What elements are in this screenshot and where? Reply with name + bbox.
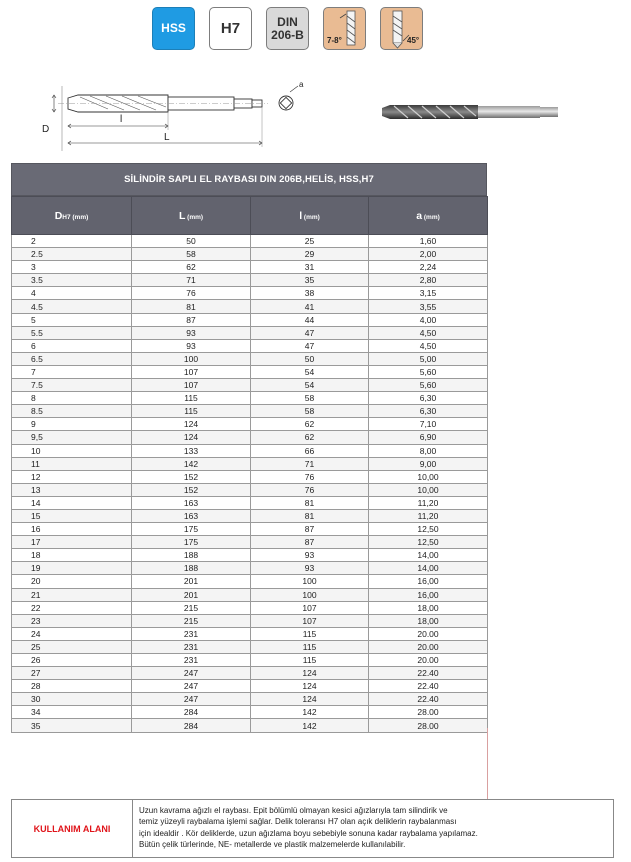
table-cell: 284 xyxy=(132,706,251,719)
table-cell: 34 xyxy=(12,706,132,719)
table-cell: 2 xyxy=(12,235,132,248)
table-row xyxy=(12,523,488,536)
table-row xyxy=(12,365,488,378)
table-cell: 4,50 xyxy=(369,326,488,339)
table-row xyxy=(12,235,488,248)
table-cell: 20.00 xyxy=(369,640,488,653)
column-header-L-label: L xyxy=(178,209,186,222)
table-cell: 142 xyxy=(132,457,251,470)
usage-line: temiz yüzeyli raybalama işlemi sağlar. Delik toleransı H7 olan açık deliklerin raybalanması xyxy=(139,817,457,827)
table-row xyxy=(12,431,488,444)
table-cell: 16,00 xyxy=(369,575,488,588)
reamer-technical-drawing xyxy=(28,76,328,156)
table-row xyxy=(12,405,488,418)
column-header-L xyxy=(132,197,251,235)
table-cell: 231 xyxy=(132,640,251,653)
table-cell: 133 xyxy=(132,444,251,457)
table-cell: 5,00 xyxy=(369,352,488,365)
table-cell: 93 xyxy=(132,326,251,339)
table-row xyxy=(12,274,488,287)
table-row xyxy=(12,693,488,706)
table-cell: 27 xyxy=(12,667,132,680)
table-cell: 247 xyxy=(132,693,251,706)
table-row xyxy=(12,496,488,509)
table-cell: 107 xyxy=(132,379,251,392)
table-cell: 115 xyxy=(251,654,369,667)
table-cell: 3 xyxy=(12,261,132,274)
table-cell: 142 xyxy=(251,706,369,719)
table-cell: 8.5 xyxy=(12,405,132,418)
table-cell: 87 xyxy=(251,536,369,549)
table-cell: 87 xyxy=(132,313,251,326)
column-header-a xyxy=(369,197,488,235)
table-cell: 100 xyxy=(251,575,369,588)
table-cell: 58 xyxy=(132,248,251,261)
table-cell: 115 xyxy=(132,392,251,405)
table-cell: 21 xyxy=(12,588,132,601)
table-cell: 62 xyxy=(251,431,369,444)
table-row xyxy=(12,444,488,457)
table-row xyxy=(12,352,488,365)
table-cell: 6,90 xyxy=(369,431,488,444)
table-cell: 284 xyxy=(132,719,251,732)
table-cell: 1,60 xyxy=(369,235,488,248)
table-cell: 201 xyxy=(132,575,251,588)
table-cell: 93 xyxy=(132,339,251,352)
usage-area xyxy=(11,799,614,858)
table-row xyxy=(12,588,488,601)
table-cell: 11 xyxy=(12,457,132,470)
table-cell: 175 xyxy=(132,523,251,536)
table-cell: 100 xyxy=(132,352,251,365)
table-cell: 19 xyxy=(12,562,132,575)
table-row xyxy=(12,339,488,352)
table-cell: 81 xyxy=(251,496,369,509)
table-cell: 152 xyxy=(132,483,251,496)
hss-badge xyxy=(152,7,195,50)
table-cell: 16 xyxy=(12,523,132,536)
table-cell: 29 xyxy=(251,248,369,261)
table-title: SİLİNDİR SAPLI EL RAYBASI DIN 206B,HELİS, HSS,H7 xyxy=(11,163,487,196)
table-row xyxy=(12,326,488,339)
table-cell: 152 xyxy=(132,470,251,483)
table-cell: 163 xyxy=(132,496,251,509)
table-cell: 47 xyxy=(251,339,369,352)
table-row xyxy=(12,667,488,680)
table-cell: 76 xyxy=(251,483,369,496)
table-row xyxy=(12,627,488,640)
table-cell: 50 xyxy=(251,352,369,365)
table-row xyxy=(12,379,488,392)
table-cell: 28.00 xyxy=(369,706,488,719)
table-cell: 66 xyxy=(251,444,369,457)
table-cell: 25 xyxy=(12,640,132,653)
table-cell: 215 xyxy=(132,601,251,614)
table-cell: 247 xyxy=(132,680,251,693)
table-cell: 124 xyxy=(132,431,251,444)
table-cell: 6,30 xyxy=(369,405,488,418)
table-cell: 2,00 xyxy=(369,248,488,261)
table-cell: 18 xyxy=(12,549,132,562)
table-cell: 50 xyxy=(132,235,251,248)
table-cell: 22.40 xyxy=(369,680,488,693)
dimensions-table xyxy=(11,196,488,733)
table-row xyxy=(12,549,488,562)
table-cell: 107 xyxy=(132,365,251,378)
table-cell: 20.00 xyxy=(369,654,488,667)
table-row xyxy=(12,248,488,261)
table-cell: 30 xyxy=(12,693,132,706)
table-row xyxy=(12,261,488,274)
table-cell: 10 xyxy=(12,444,132,457)
table-row xyxy=(12,313,488,326)
table-cell: 24 xyxy=(12,627,132,640)
table-cell: 22 xyxy=(12,601,132,614)
table-cell: 22.40 xyxy=(369,693,488,706)
table-cell: 231 xyxy=(132,654,251,667)
table-cell: 8,00 xyxy=(369,444,488,457)
table-row xyxy=(12,706,488,719)
table-cell: 115 xyxy=(251,627,369,640)
table-cell: 58 xyxy=(251,405,369,418)
table-cell: 188 xyxy=(132,562,251,575)
table-cell: 5 xyxy=(12,313,132,326)
table-cell: 115 xyxy=(251,640,369,653)
table-cell: 11,20 xyxy=(369,509,488,522)
table-cell: 175 xyxy=(132,536,251,549)
din-badge-line1: DIN xyxy=(277,14,298,29)
table-cell: 20.00 xyxy=(369,627,488,640)
table-cell: 9,5 xyxy=(12,431,132,444)
table-cell: 10,00 xyxy=(369,470,488,483)
table-cell: 107 xyxy=(251,601,369,614)
table-cell: 26 xyxy=(12,654,132,667)
reamer-size-table xyxy=(11,163,487,733)
table-cell: 17 xyxy=(12,536,132,549)
table-cell: 87 xyxy=(251,523,369,536)
table-cell: 9,00 xyxy=(369,457,488,470)
table-cell: 8 xyxy=(12,392,132,405)
table-cell: 38 xyxy=(251,287,369,300)
table-cell: 28 xyxy=(12,680,132,693)
feature-badges xyxy=(152,7,423,50)
table-cell: 7 xyxy=(12,365,132,378)
table-cell: 5,60 xyxy=(369,379,488,392)
table-row xyxy=(12,562,488,575)
table-cell: 124 xyxy=(251,693,369,706)
table-cell: 124 xyxy=(251,667,369,680)
table-cell: 20 xyxy=(12,575,132,588)
table-cell: 124 xyxy=(132,418,251,431)
table-row xyxy=(12,654,488,667)
table-cell: 62 xyxy=(132,261,251,274)
table-cell: 93 xyxy=(251,562,369,575)
dimension-a-label: a xyxy=(299,80,304,89)
reamer-product-image xyxy=(378,98,568,126)
table-cell: 54 xyxy=(251,365,369,378)
reamer-photo-illustration xyxy=(378,98,568,126)
usage-line: Uzun kavrama ağızlı el raybası. Epit bölümlü olmayan kesici ağızlarıyla tam silindirik ve xyxy=(139,806,448,815)
hss-badge-label: HSS xyxy=(161,21,186,36)
table-cell: 231 xyxy=(132,627,251,640)
table-cell: 188 xyxy=(132,549,251,562)
table-cell: 5.5 xyxy=(12,326,132,339)
column-header-L-unit: (mm) xyxy=(185,213,204,221)
table-cell: 81 xyxy=(251,509,369,522)
table-cell: 7,10 xyxy=(369,418,488,431)
table-cell: 12,50 xyxy=(369,536,488,549)
table-cell: 18,00 xyxy=(369,601,488,614)
column-header-l xyxy=(251,197,369,235)
table-cell: 12 xyxy=(12,470,132,483)
table-cell: 22.40 xyxy=(369,667,488,680)
table-row xyxy=(12,575,488,588)
din-badge-line2: 206-B xyxy=(271,27,304,42)
usage-line: için idealdir . Kör deliklerde, uzun ağızlama boyu sebebiyle sonuna kadar raybalama yapılamaz. xyxy=(139,828,478,838)
table-row xyxy=(12,392,488,405)
dimension-D-label: D xyxy=(42,124,50,135)
table-cell: 5,60 xyxy=(369,365,488,378)
table-row xyxy=(12,640,488,653)
table-cell: 28.00 xyxy=(369,719,488,732)
table-cell: 44 xyxy=(251,313,369,326)
table-cell: 6,30 xyxy=(369,392,488,405)
table-cell: 93 xyxy=(251,549,369,562)
table-row xyxy=(12,483,488,496)
table-row xyxy=(12,300,488,313)
column-header-l-label: l xyxy=(299,209,303,222)
table-cell: 35 xyxy=(12,719,132,732)
table-row xyxy=(12,601,488,614)
table-cell: 201 xyxy=(132,588,251,601)
usage-area-text xyxy=(133,800,613,857)
tolerance-badge xyxy=(209,7,252,50)
table-row xyxy=(12,719,488,732)
table-cell: 2,24 xyxy=(369,261,488,274)
table-cell: 4,50 xyxy=(369,339,488,352)
table-cell: 2,80 xyxy=(369,274,488,287)
usage-line: Bütün çelik türlerinde, NE- metallerde ve plastik malzemelerde kullanılabilir. xyxy=(139,839,406,849)
table-edge-line xyxy=(487,728,488,799)
table-row xyxy=(12,614,488,627)
table-row xyxy=(12,680,488,693)
table-cell: 14 xyxy=(12,496,132,509)
table-cell: 71 xyxy=(251,457,369,470)
reamer-dimension-drawing xyxy=(28,76,328,156)
table-cell: 16,00 xyxy=(369,588,488,601)
table-cell: 12,50 xyxy=(369,523,488,536)
chamfer-angle-badge xyxy=(380,7,423,50)
table-cell: 15 xyxy=(12,509,132,522)
table-cell: 41 xyxy=(251,300,369,313)
table-cell: 215 xyxy=(132,614,251,627)
table-cell: 2.5 xyxy=(12,248,132,261)
table-row xyxy=(12,536,488,549)
table-cell: 76 xyxy=(251,470,369,483)
table-cell: 14,00 xyxy=(369,549,488,562)
table-cell: 4,00 xyxy=(369,313,488,326)
table-cell: 107 xyxy=(251,614,369,627)
table-cell: 3,15 xyxy=(369,287,488,300)
table-row xyxy=(12,509,488,522)
usage-area-label: KULLANIM ALANI xyxy=(12,800,133,857)
chamfer-angle-label: 45° xyxy=(407,36,420,45)
dimension-L-label: L xyxy=(164,132,170,143)
table-cell: 100 xyxy=(251,588,369,601)
column-header-d xyxy=(12,197,132,235)
column-header-l-unit: (mm) xyxy=(302,213,320,221)
table-row xyxy=(12,470,488,483)
column-header-d-unit: H7 (mm) xyxy=(62,213,89,221)
table-cell: 54 xyxy=(251,379,369,392)
table-cell: 6.5 xyxy=(12,352,132,365)
table-cell: 62 xyxy=(251,418,369,431)
table-cell: 25 xyxy=(251,235,369,248)
table-cell: 35 xyxy=(251,274,369,287)
table-header-row xyxy=(12,197,488,235)
table-cell: 76 xyxy=(132,287,251,300)
table-body xyxy=(12,235,488,733)
table-cell: 18,00 xyxy=(369,614,488,627)
table-cell: 6 xyxy=(12,339,132,352)
table-cell: 115 xyxy=(132,405,251,418)
table-cell: 23 xyxy=(12,614,132,627)
column-header-a-unit: (mm) xyxy=(422,213,440,221)
column-header-a-label: a xyxy=(416,209,423,222)
table-cell: 13 xyxy=(12,483,132,496)
table-cell: 3.5 xyxy=(12,274,132,287)
table-cell: 9 xyxy=(12,418,132,431)
table-cell: 14,00 xyxy=(369,562,488,575)
tolerance-badge-label: H7 xyxy=(220,19,241,37)
helix-angle-badge xyxy=(323,7,366,50)
table-cell: 7.5 xyxy=(12,379,132,392)
helix-angle-label: 7-8° xyxy=(327,36,342,45)
table-cell: 124 xyxy=(251,680,369,693)
table-row xyxy=(12,457,488,470)
table-cell: 81 xyxy=(132,300,251,313)
table-row xyxy=(12,418,488,431)
table-cell: 47 xyxy=(251,326,369,339)
table-cell: 3,55 xyxy=(369,300,488,313)
dimension-l-label: l xyxy=(120,114,123,125)
table-cell: 163 xyxy=(132,509,251,522)
table-cell: 4.5 xyxy=(12,300,132,313)
din-badge xyxy=(266,7,309,50)
table-cell: 10,00 xyxy=(369,483,488,496)
table-cell: 71 xyxy=(132,274,251,287)
table-row xyxy=(12,287,488,300)
table-cell: 31 xyxy=(251,261,369,274)
table-cell: 247 xyxy=(132,667,251,680)
table-cell: 142 xyxy=(251,719,369,732)
column-header-d-label: D xyxy=(54,209,63,222)
table-cell: 11,20 xyxy=(369,496,488,509)
table-cell: 58 xyxy=(251,392,369,405)
table-cell: 4 xyxy=(12,287,132,300)
